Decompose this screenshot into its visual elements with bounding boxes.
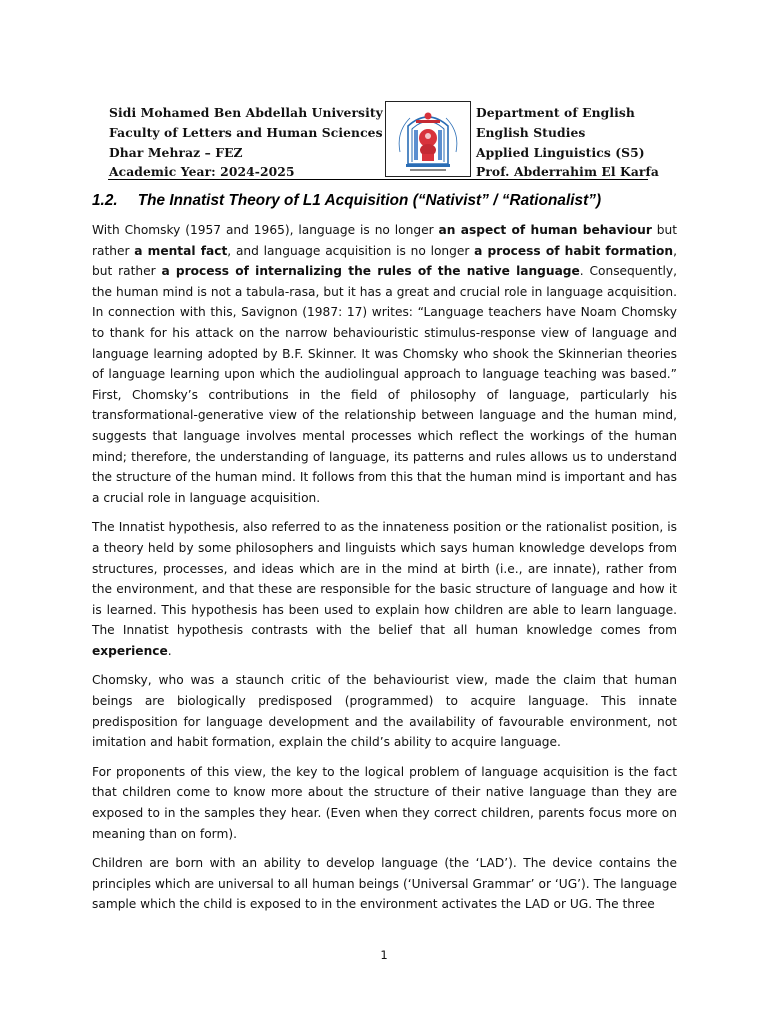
paragraph-text: Children are born with an ability to develop language (the ‘LAD’). The device contains the principles which are universal to all human beings (‘Universal Grammar’ or ‘UG’). The language sample which the child is exposed to in the environment activates the LAD or UG. The three [92,856,677,912]
campus-location: Dhar Mehraz – FEZ [109,144,243,160]
emphasized-text: a mental fact [134,243,228,258]
emphasized-text: a process of internalizing the rules of the native language [161,264,580,279]
body-paragraph [92,670,677,752]
paragraph-text: . Consequently, the human mind is not a tabula-rasa, but it has a great and crucial role in language acquisition. In connection with this, Savignon (1987: 17) writes: “Language teachers have Noam Chomsky to thank for his attack on the narrow behaviouristic stimulus-response view of language and language learning adopted by B.F. Skinner. It was Chomsky who shook the Skinnerian theories of language learning upon which the audiolingual approach to language teaching was based.” First, Chomsky’s contributions in the field of philosophy of language, particularly his transformational-generative view of the relationship between language and the human mind, suggests that language involves mental processes which reflect the workings of the human mind; therefore, the understanding of language, its patterns and rules allows us to understand the structure of the human mind. It follows from this that the human mind is important and has a crucial role in language acquisition. [92,264,677,505]
body-paragraph [92,762,677,844]
section-heading [92,192,601,210]
emphasized-text: a process of habit formation [474,243,674,258]
faculty-name: Faculty of Letters and Human Sciences [109,124,383,140]
emphasized-text: an aspect of human behaviour [438,223,652,237]
program-name: English Studies [476,124,586,140]
header-divider [108,179,648,180]
section-number: 1.2. [92,192,118,209]
course-name: Applied Linguistics (S5) [476,144,645,160]
paragraph-text: , but rather [92,243,677,279]
body-paragraph [92,853,677,915]
header-right-block [476,103,659,182]
paragraph-text: , and language acquisition is no longer [227,243,475,258]
paragraph-text: For proponents of this view, the key to the logical problem of language acquisition is the fact that children come to know more about the structure of their native language than they are exposed to in the samples they hear. (Even when they correct children, parents focus more on meaning than on form). [92,764,677,841]
body-paragraph [92,517,677,661]
page-number: 1 [380,948,388,962]
academic-year: Academic Year: 2024-2025 [109,164,295,180]
university-emblem-icon [386,102,470,176]
university-logo [385,101,471,177]
paragraph-text: but rather [92,223,678,258]
emphasized-text: experience [92,643,168,658]
header-left-block [109,103,384,182]
department-name: Department of English [476,105,635,120]
paragraph-text: Chomsky, who was a staunch critic of the behaviourist view, made the claim that human beings are biologically predisposed (programmed) to acquire language. This innate predisposition for language development and the availability of favourable environment, not imitation and habit formation, explain the child’s ability to acquire language. [92,673,677,750]
body-text [92,220,677,924]
body-paragraph [92,220,677,508]
section-title: The Innatist Theory of L1 Acquisition (“Nativist” / “Rationalist”) [137,192,602,209]
document-header [108,103,659,181]
paragraph-text: . [167,643,172,658]
professor-name: Prof. Abderrahim El Karfa [476,164,659,180]
paragraph-text: The Innatist hypothesis, also referred to as the innateness position or the rationalist position, is a theory held by some philosophers and linguists which says human knowledge develops from structures, processes, and ideas which are in the mind at birth (i.e., are innate), rather from the environment, and that these are responsible for the basic structure of language and how it is learned. This hypothesis has been used to explain how children are able to learn language. The Innatist hypothesis contrasts with the belief that all human knowledge comes from [92,520,677,638]
university-name: Sidi Mohamed Ben Abdellah University [109,105,383,120]
paragraph-text: With Chomsky (1957 and 1965), language is no longer [92,223,439,237]
